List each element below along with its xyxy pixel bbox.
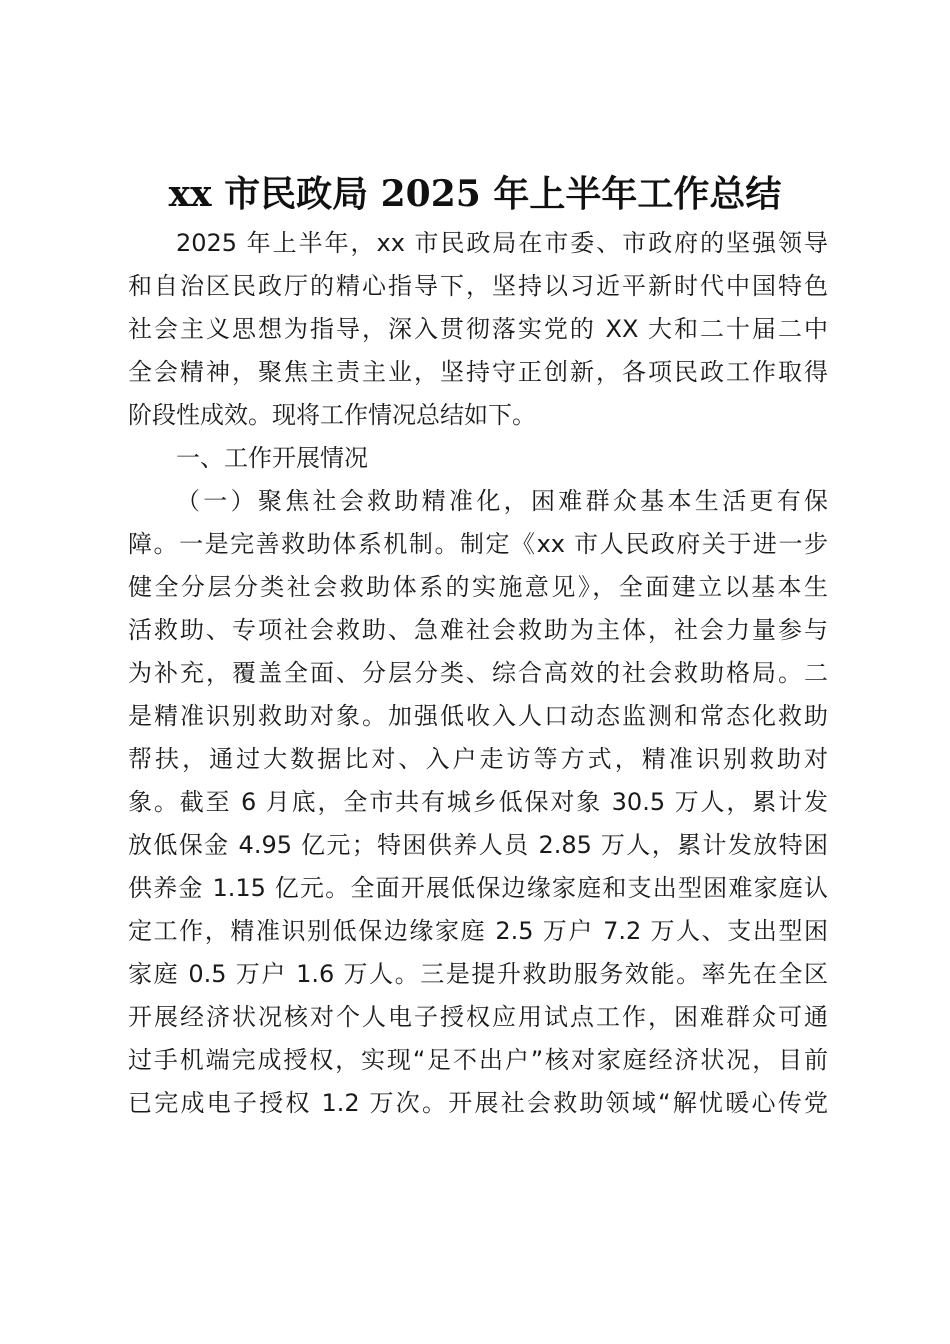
paragraph-2-line-5: 为补充，覆盖全面、分层分类、综合高效的社会救助格局。二: [128, 659, 828, 687]
document-body: [128, 222, 828, 1125]
paragraph-2-line-15: 已完成电子授权 1.2 万次。开展社会救助领域“解忧暖心传党: [128, 1089, 828, 1117]
paragraph-2-line-12: 家庭 0.5 万户 1.6 万人。三是提升救助服务效能。率先在全区: [128, 960, 828, 988]
paragraph-2-line-1: （一）聚焦社会救助精准化，困难群众基本生活更有保: [176, 487, 828, 515]
paragraph-1-line-4: 全会精神，聚焦主责主业，坚持守正创新，各项民政工作取得: [128, 358, 828, 386]
paragraph-1-line-1: 2025 年上半年，xx 市民政局在市委、市政府的坚强领导: [176, 229, 828, 257]
paragraph-2-line-2: 障。一是完善救助体系机制。制定《xx 市人民政府关于进一步: [128, 530, 828, 558]
paragraph-2-line-9: 放低保金 4.95 亿元；特困供养人员 2.85 万人，累计发放特困: [128, 831, 828, 859]
paragraph-1-line-3: 社会主义思想为指导，深入贯彻落实党的 XX 大和二十届二中: [128, 315, 828, 343]
paragraph-2-line-10: 供养金 1.15 亿元。全面开展低保边缘家庭和支出型困难家庭认: [128, 874, 828, 902]
paragraph-2-line-11: 定工作，精准识别低保边缘家庭 2.5 万户 7.2 万人、支出型困: [128, 917, 828, 945]
section-heading: 一、工作开展情况: [176, 444, 368, 472]
paragraph-1-line-2: 和自治区民政厅的精心指导下，坚持以习近平新时代中国特色: [128, 272, 828, 300]
document-title: xx 市民政局 2025 年上半年工作总结: [168, 173, 782, 215]
paragraph-2-line-6: 是精准识别救助对象。加强低收入人口动态监测和常态化救助: [128, 702, 828, 730]
paragraph-2-line-13: 开展经济状况核对个人电子授权应用试点工作，困难群众可通: [128, 1003, 828, 1031]
paragraph-2-line-4: 活救助、专项社会救助、急难社会救助为主体，社会力量参与: [128, 616, 828, 644]
paragraph-2-line-14: 过手机端完成授权，实现“足不出户”核对家庭经济状况，目前: [128, 1046, 828, 1074]
paragraph-1-line-5: 阶段性成效。现将工作情况总结如下。: [128, 401, 536, 429]
paragraph-2-line-8: 象。截至 6 月底，全市共有城乡低保对象 30.5 万人，累计发: [128, 788, 828, 816]
paragraph-2-line-3: 健全分层分类社会救助体系的实施意见》，全面建立以基本生: [128, 573, 828, 601]
paragraph-2-line-7: 帮扶，通过大数据比对、入户走访等方式，精准识别救助对: [128, 745, 828, 773]
